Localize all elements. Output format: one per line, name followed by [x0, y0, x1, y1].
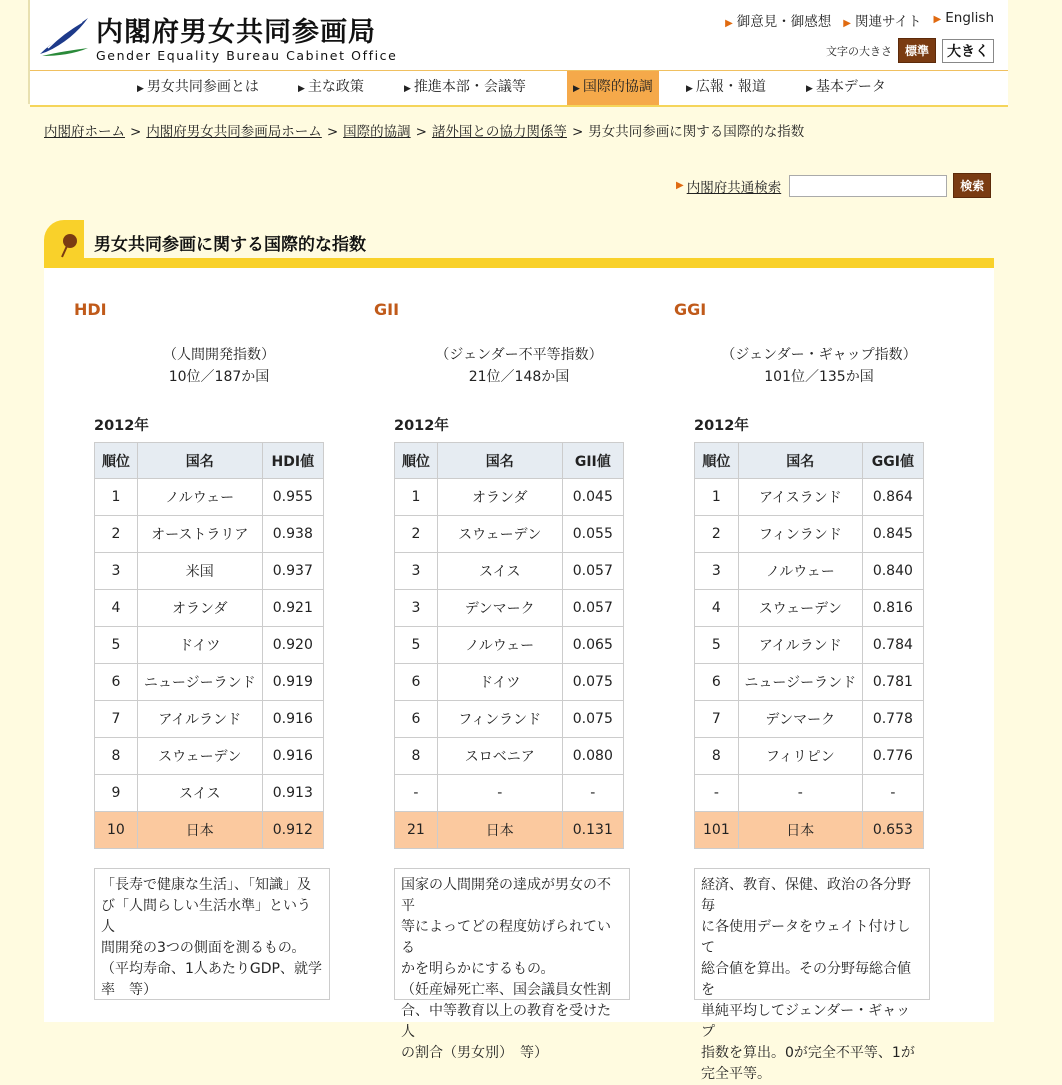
- table-row: [695, 775, 924, 812]
- nav-item-pr[interactable]: ▶ 広報・報道: [686, 79, 766, 95]
- table-row: [695, 738, 924, 775]
- cell-country: 日本: [738, 812, 862, 849]
- explanation-line: （平均寿命、1人あたりGDP、就学: [101, 961, 322, 977]
- cell-value: 0.845: [862, 516, 923, 553]
- triangle-right-icon: ▶: [298, 84, 305, 94]
- cell-value: 0.080: [562, 738, 623, 775]
- index-description: [344, 344, 694, 388]
- japan-rank-summary: 10位／187か国: [168, 369, 270, 385]
- col-header-rank: 順位: [695, 443, 739, 479]
- cell-country: デンマーク: [437, 590, 562, 627]
- cell-country: スイス: [437, 553, 562, 590]
- cell-rank: 5: [695, 627, 739, 664]
- explanation-line: 間開発の3つの側面を測るもの。: [101, 940, 306, 956]
- triangle-right-icon: ▶: [843, 18, 851, 29]
- table-row: [695, 590, 924, 627]
- cell-country: フィンランド: [437, 701, 562, 738]
- index-explanation: [94, 868, 330, 1000]
- table-row: [95, 516, 324, 553]
- cell-country: アイルランド: [738, 627, 862, 664]
- explanation-line: 完全平等。: [701, 1066, 771, 1082]
- table-header-row: [695, 443, 924, 479]
- index-year: 2012年: [694, 418, 749, 434]
- cell-country: フィリピン: [738, 738, 862, 775]
- cell-value: 0.057: [562, 590, 623, 627]
- heading-bar: [44, 258, 994, 268]
- triangle-right-icon: ▶: [725, 18, 733, 29]
- col-header-value: GGI値: [862, 443, 923, 479]
- cell-rank: -: [695, 775, 739, 812]
- triangle-right-icon: ▶: [137, 84, 144, 94]
- cell-country: オランダ: [137, 590, 262, 627]
- utility-links: [725, 10, 994, 30]
- index-full-name: （ジェンダー不平等指数）: [435, 347, 603, 363]
- cell-country: スウェーデン: [137, 738, 262, 775]
- table-row: [95, 775, 324, 812]
- site-search: [676, 173, 991, 198]
- japan-rank-summary: 21位／148か国: [468, 369, 570, 385]
- cell-value: 0.955: [262, 479, 323, 516]
- site-subtitle: Gender Equality Bureau Cabinet Office: [96, 48, 398, 63]
- cell-value: 0.919: [262, 664, 323, 701]
- index-description: [44, 344, 394, 388]
- nav-item-basic-data[interactable]: ▶ 基本データ: [806, 79, 886, 95]
- cell-value: 0.937: [262, 553, 323, 590]
- cell-country: ノルウェー: [437, 627, 562, 664]
- explanation-line: 等によってどの程度妨げられている: [401, 919, 611, 956]
- cell-value: 0.864: [862, 479, 923, 516]
- cell-rank: 8: [95, 738, 138, 775]
- cell-rank: 3: [395, 590, 438, 627]
- table-row: [395, 516, 624, 553]
- cell-value: 0.840: [862, 553, 923, 590]
- index-full-name: （ジェンダー・ギャップ指数）: [721, 347, 917, 363]
- index-year: 2012年: [94, 418, 149, 434]
- cell-rank: 1: [395, 479, 438, 516]
- cell-value: 0.778: [862, 701, 923, 738]
- cell-rank: -: [395, 775, 438, 812]
- index-explanation: [394, 868, 630, 1061]
- breadcrumb-link-bureau-home[interactable]: 内閣府男女共同参画局ホーム: [146, 124, 322, 140]
- nav-item-policies[interactable]: ▶ 主な政策: [298, 79, 364, 95]
- cell-value: 0.781: [862, 664, 923, 701]
- table-row: [95, 738, 324, 775]
- font-large-button[interactable]: 大きく: [942, 39, 994, 63]
- triangle-right-icon: ▶: [933, 14, 942, 25]
- cell-country: ニュージーランド: [137, 664, 262, 701]
- table-row: [695, 516, 924, 553]
- cell-rank: 6: [395, 664, 438, 701]
- cell-rank: 4: [695, 590, 739, 627]
- section-heading: [44, 220, 994, 268]
- table-row: [395, 590, 624, 627]
- main-content: [44, 268, 994, 1082]
- cell-value: 0.784: [862, 627, 923, 664]
- cell-rank: 5: [395, 627, 438, 664]
- cell-rank: 2: [695, 516, 739, 553]
- nav-item-headquarters[interactable]: ▶ 推進本部・会議等: [404, 79, 526, 95]
- cell-country: ノルウェー: [137, 479, 262, 516]
- col-header-country: 国名: [137, 443, 262, 479]
- cell-country: ニュージーランド: [738, 664, 862, 701]
- triangle-right-icon: ▶: [573, 84, 580, 94]
- table-row: [695, 553, 924, 590]
- cell-rank: 3: [395, 553, 438, 590]
- table-row-japan: [395, 812, 624, 849]
- search-button[interactable]: 検索: [953, 173, 991, 198]
- font-size-label: 文字の大きさ: [825, 44, 892, 58]
- table-row: [695, 701, 924, 738]
- table-row: [695, 479, 924, 516]
- cell-value: 0.916: [262, 701, 323, 738]
- bureau-logo-icon[interactable]: [38, 14, 90, 58]
- cell-rank: 4: [95, 590, 138, 627]
- cell-value: -: [562, 775, 623, 812]
- cell-country: オーストラリア: [137, 516, 262, 553]
- table-row: [695, 627, 924, 664]
- col-header-value: HDI値: [262, 443, 323, 479]
- col-header-rank: 順位: [95, 443, 138, 479]
- index-title: HDI: [74, 300, 107, 319]
- cell-value: 0.938: [262, 516, 323, 553]
- explanation-line: 単純平均してジェンダー・ギャップ: [701, 1003, 911, 1040]
- nav-item-about[interactable]: ▶ 男女共同参画とは: [137, 79, 259, 95]
- cell-country: 日本: [437, 812, 562, 849]
- cell-value: 0.075: [562, 701, 623, 738]
- triangle-right-icon: ▶: [806, 84, 813, 94]
- util-link-related[interactable]: ▶ 関連サイト: [843, 14, 922, 30]
- explanation-line: び「人間らしい生活水準」という人: [101, 898, 311, 935]
- ranking-table: [94, 442, 324, 849]
- cell-rank: 21: [395, 812, 438, 849]
- col-header-value: GII値: [562, 443, 623, 479]
- site-header: [30, 0, 1008, 70]
- explanation-line: 経済、教育、保健、政治の各分野毎: [701, 877, 911, 914]
- cell-value: 0.920: [262, 627, 323, 664]
- cell-rank: 6: [695, 664, 739, 701]
- search-label-link[interactable]: 内閣府共通検索: [686, 179, 782, 196]
- triangle-right-icon: ▶: [676, 180, 684, 191]
- cell-rank: 5: [95, 627, 138, 664]
- table-header-row: [95, 443, 324, 479]
- cell-country: ドイツ: [137, 627, 262, 664]
- table-row-japan: [695, 812, 924, 849]
- font-standard-button[interactable]: 標準: [898, 38, 936, 63]
- cell-country: デンマーク: [738, 701, 862, 738]
- japan-rank-summary: 101位／135か国: [764, 369, 874, 385]
- cell-country: スウェーデン: [437, 516, 562, 553]
- cell-value: 0.065: [562, 627, 623, 664]
- explanation-line: の割合（男女別） 等）: [401, 1045, 548, 1061]
- cell-value: 0.045: [562, 479, 623, 516]
- cell-value: 0.816: [862, 590, 923, 627]
- cell-country: -: [738, 775, 862, 812]
- cell-rank: 6: [395, 701, 438, 738]
- cell-value: 0.055: [562, 516, 623, 553]
- cell-rank: 3: [95, 553, 138, 590]
- cell-rank: 3: [695, 553, 739, 590]
- cell-rank: 6: [95, 664, 138, 701]
- breadcrumb-current: 男女共同参画に関する国際的な指数: [588, 124, 805, 140]
- page-title: 男女共同参画に関する国際的な指数: [94, 235, 366, 255]
- cell-rank: 8: [695, 738, 739, 775]
- cell-rank: 7: [95, 701, 138, 738]
- cell-rank: 9: [95, 775, 138, 812]
- cell-value: 0.057: [562, 553, 623, 590]
- nav-item-international[interactable]: ▶ 国際的協調: [567, 71, 659, 105]
- table-row-japan: [95, 812, 324, 849]
- index-description: [644, 344, 994, 388]
- cell-country: 米国: [137, 553, 262, 590]
- table-row: [95, 701, 324, 738]
- cell-value: 0.921: [262, 590, 323, 627]
- table-row: [95, 479, 324, 516]
- breadcrumb-link-cabinet-home[interactable]: 内閣府ホーム: [44, 124, 125, 140]
- table-row: [95, 664, 324, 701]
- breadcrumb: 内閣府ホーム > 内閣府男女共同参画局ホーム > 国際的協調 > 諸外国との協力関係等 > 男女共同参画に関する国際的な指数: [44, 124, 805, 140]
- col-header-country: 国名: [738, 443, 862, 479]
- cell-rank: 10: [95, 812, 138, 849]
- table-row: [695, 664, 924, 701]
- breadcrumb-link-international[interactable]: 国際的協調: [343, 124, 411, 140]
- cell-value: 0.776: [862, 738, 923, 775]
- ranking-table: [694, 442, 924, 849]
- explanation-line: 合、中等教育以上の教育を受けた人: [401, 1003, 611, 1040]
- table-row: [395, 627, 624, 664]
- cell-country: -: [437, 775, 562, 812]
- font-size-controls: [826, 38, 994, 63]
- breadcrumb-link-foreign-relations[interactable]: 諸外国との協力関係等: [431, 124, 567, 140]
- cell-value: 0.653: [862, 812, 923, 849]
- cell-country: ドイツ: [437, 664, 562, 701]
- table-row: [395, 479, 624, 516]
- col-header-country: 国名: [437, 443, 562, 479]
- table-row: [395, 738, 624, 775]
- table-row: [395, 553, 624, 590]
- table-header-row: [395, 443, 624, 479]
- index-explanation: [694, 868, 930, 1082]
- explanation-line: 総合値を算出。その分野毎総合値を: [701, 961, 911, 998]
- col-header-rank: 順位: [395, 443, 438, 479]
- cell-value: 0.913: [262, 775, 323, 812]
- cell-rank: 101: [695, 812, 739, 849]
- cell-rank: 7: [695, 701, 739, 738]
- index-full-name: （人間開発指数）: [163, 347, 275, 363]
- cell-rank: 2: [395, 516, 438, 553]
- cell-country: アイスランド: [738, 479, 862, 516]
- cell-value: -: [862, 775, 923, 812]
- explanation-line: 率 等）: [101, 982, 157, 998]
- explanation-line: に各使用データをウェイト付けして: [701, 919, 911, 956]
- pin-icon: [58, 232, 80, 258]
- explanation-line: 指数を算出。0が完全不平等、1が: [701, 1045, 915, 1061]
- util-link-english[interactable]: ▶ English: [933, 10, 994, 26]
- table-row: [395, 664, 624, 701]
- util-link-feedback[interactable]: ▶ 御意見・御感想: [725, 14, 832, 30]
- index-title: GGI: [674, 300, 707, 319]
- cell-country: ノルウェー: [738, 553, 862, 590]
- ranking-table: [394, 442, 624, 849]
- cell-country: スイス: [137, 775, 262, 812]
- search-input[interactable]: [789, 175, 947, 197]
- cell-value: 0.912: [262, 812, 323, 849]
- table-row: [395, 775, 624, 812]
- explanation-line: 国家の人間開発の達成が男女の不平: [401, 877, 611, 914]
- explanation-line: かを明らかにするもの。: [401, 961, 555, 977]
- cell-country: アイルランド: [137, 701, 262, 738]
- table-row: [95, 553, 324, 590]
- triangle-right-icon: ▶: [404, 84, 411, 94]
- index-year: 2012年: [394, 418, 449, 434]
- triangle-right-icon: ▶: [686, 84, 693, 94]
- cell-value: 0.131: [562, 812, 623, 849]
- explanation-line: （妊産婦死亡率、国会議員女性割: [401, 982, 611, 998]
- cell-rank: 1: [95, 479, 138, 516]
- cell-value: 0.916: [262, 738, 323, 775]
- table-row: [95, 627, 324, 664]
- explanation-line: 「長寿で健康な生活」、「知識」及: [101, 877, 311, 893]
- cell-country: オランダ: [437, 479, 562, 516]
- cell-rank: 8: [395, 738, 438, 775]
- cell-country: スロベニア: [437, 738, 562, 775]
- cell-country: 日本: [137, 812, 262, 849]
- cell-value: 0.075: [562, 664, 623, 701]
- site-title[interactable]: 内閣府男女共同参画局: [96, 17, 376, 48]
- cell-rank: 1: [695, 479, 739, 516]
- index-title: GII: [374, 300, 400, 319]
- table-row: [395, 701, 624, 738]
- cell-rank: 2: [95, 516, 138, 553]
- global-nav: [30, 70, 1008, 107]
- cell-country: フィンランド: [738, 516, 862, 553]
- table-row: [95, 590, 324, 627]
- cell-country: スウェーデン: [738, 590, 862, 627]
